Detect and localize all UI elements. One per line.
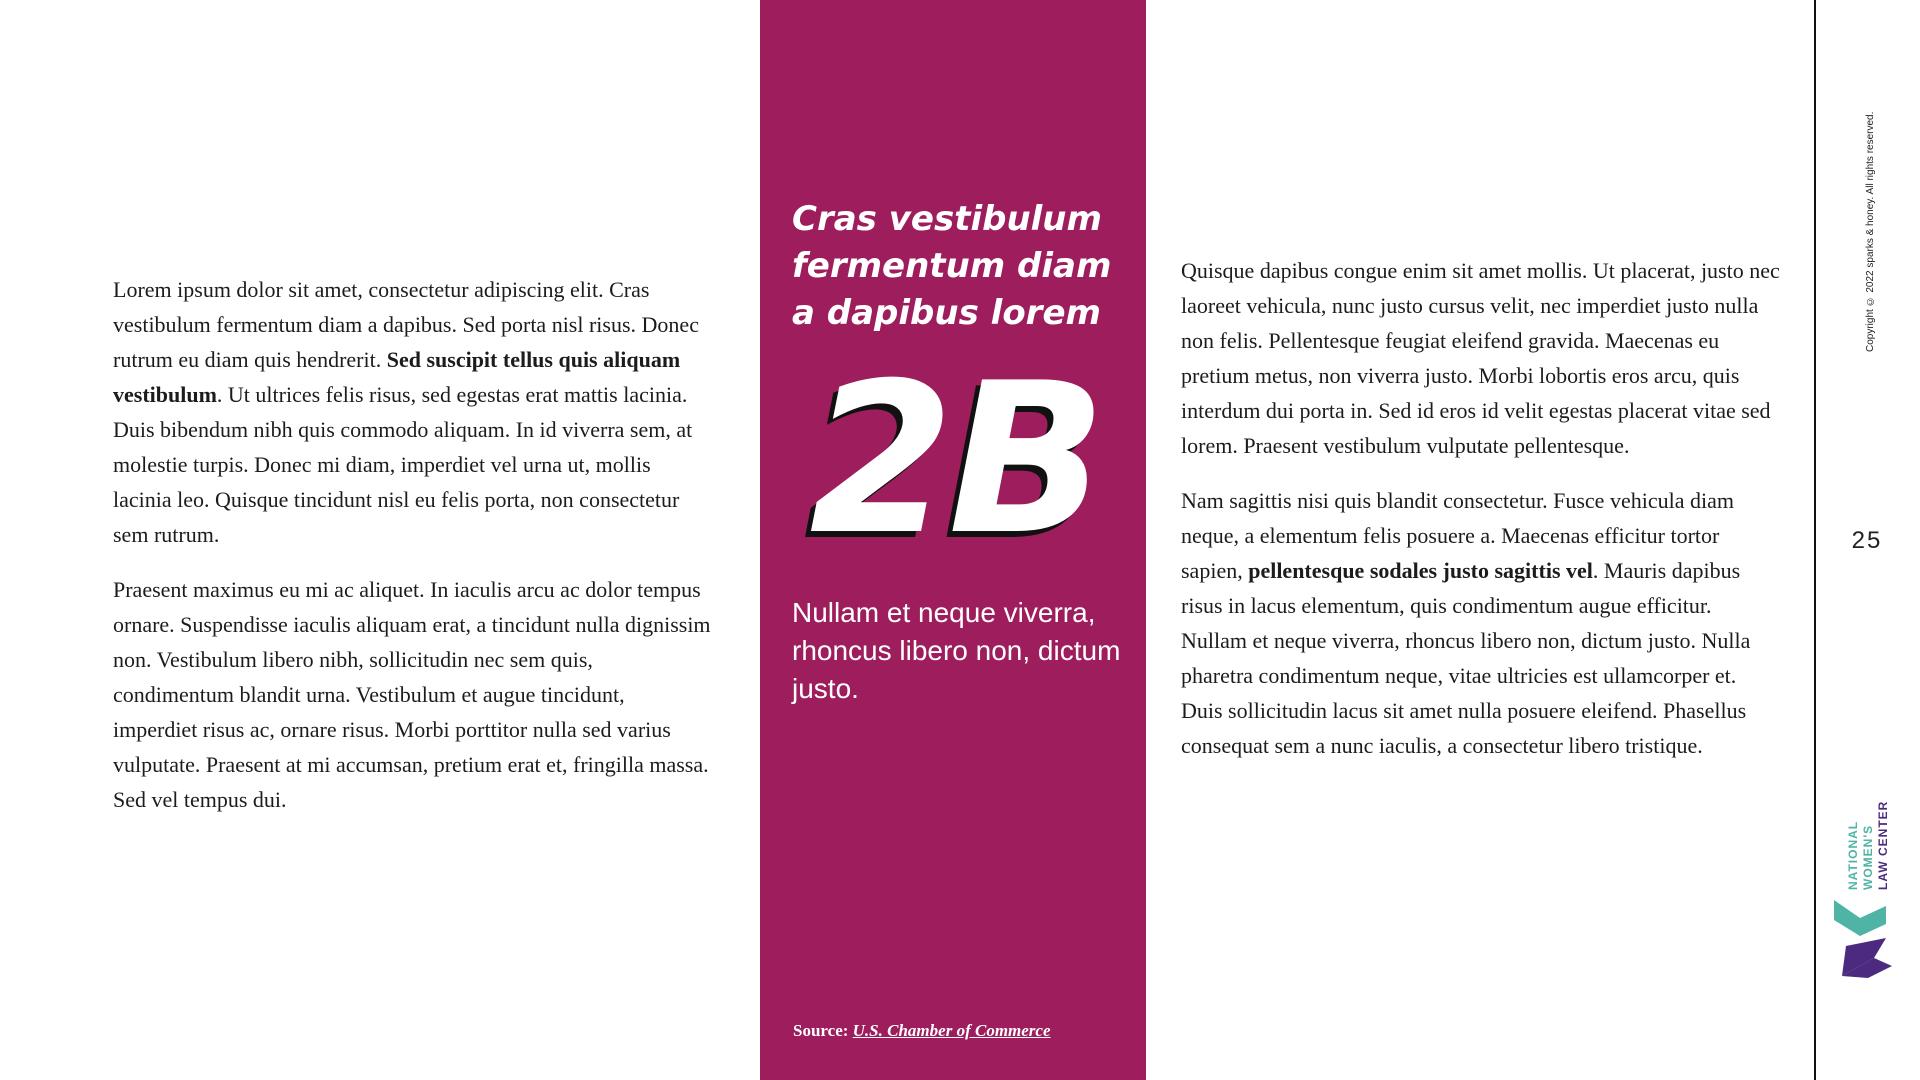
right-paragraph-2-text-a: Nam sagittis nisi quis blandit consectetur. Fusce vehicula diam neque, a elementum felis posuere a. Maecenas efficitur tortor sapien, (1181, 488, 1734, 583)
right-paragraph-1: Quisque dapibus congue enim sit amet mollis. Ut placerat, justo nec laoreet vehicula, nunc justo cursus velit, nec imperdiet justo nulla non felis. Pellentesque feugiat eleifend gravida. Maecenas eu pretium metus, non viverra justo. Morbi lobortis eros arcu, quis interdum dui porta in. Sed id eros id velit egestas placerat vitae sed lorem. Praesent vestibulum vulputate pellentesque. (1181, 258, 1780, 458)
right-text-column (1181, 253, 1781, 783)
left-text-column (113, 272, 713, 837)
left-paragraph-1-text-b: . Ut ultrices felis risus, sed egestas erat mattis lacinia. Duis bibendum nibh quis commodo aliquam. In id viverra sem, at molestie turpis. Donec mi diam, imperdiet vel urna ut, mollis lacinia leo. Quisque tincidunt nisl eu felis porta, non consectetur sem rutrum. (113, 382, 693, 547)
left-paragraph-1 (113, 272, 713, 552)
right-paragraph-2-text-b: . Mauris dapibus risus in lacus elementum, quis condimentum augue efficitur. Nullam et neque viverra, rhoncus libero non, dictum justo. Nulla pharetra condimentum neque, vitae ultricies est ullamcorper et. Duis sollicitudin lacus sit amet nulla posuere eleifend. Phasellus consequat sem a nunc iaculis, a consectetur libero tristique. (1181, 558, 1751, 758)
panel-heading: Cras vestibulum fermentum diam a dapibus lorem (792, 199, 1112, 333)
right-paragraph-2 (1181, 483, 1781, 763)
panel-source (793, 1021, 1051, 1041)
logo-line-womens: WOMEN'S (1861, 824, 1875, 890)
nwlc-logo-text (1846, 798, 1891, 890)
copyright-notice: Copyright © 2022 sparks & honey. All rights reserved. (1865, 111, 1876, 352)
right-paragraph-2-bold: pellentesque sodales justo sagittis vel (1248, 558, 1593, 583)
margin-divider (1814, 0, 1816, 1080)
highlight-panel (760, 0, 1146, 1080)
left-paragraph-1-text-a: Lorem ipsum dolor sit amet, consectetur adipiscing elit. Cras vestibulum fermentum diam a dapibus. Sed porta nisl risus. Donec rutrum eu diam quis hendrerit. (113, 277, 699, 372)
nwlc-chevron-logo-icon (1830, 898, 1894, 978)
logo-line-national: NATIONAL (1846, 820, 1860, 890)
source-link[interactable]: U.S. Chamber of Commerce (852, 1021, 1051, 1040)
page-number: 25 (1851, 527, 1883, 554)
panel-subtext: Nullam et neque viverra, rhoncus libero non, dictum justo. (792, 597, 1121, 704)
source-label: Source: (793, 1021, 849, 1040)
logo-line-law-center: LAW CENTER (1876, 800, 1890, 890)
left-paragraph-2: Praesent maximus eu mi ac aliquet. In iaculis arcu ac dolor tempus ornare. Suspendisse iaculis aliquam erat, a tincidunt nulla dignissim non. Vestibulum libero nibh, sollicitudin nec sem quis, condimentum blandit urna. Vestibulum et augue tincidunt, imperdiet risus ac, ornare risus. Morbi porttitor nulla sed varius vulputate. Praesent at mi accumsan, pretium erat et, fringilla massa. Sed vel tempus dui. (113, 577, 711, 812)
left-paragraph-1-bold: Sed suscipit tellus quis aliquam vestibulum (113, 347, 681, 407)
panel-big-figure: 2B (809, 339, 1101, 581)
